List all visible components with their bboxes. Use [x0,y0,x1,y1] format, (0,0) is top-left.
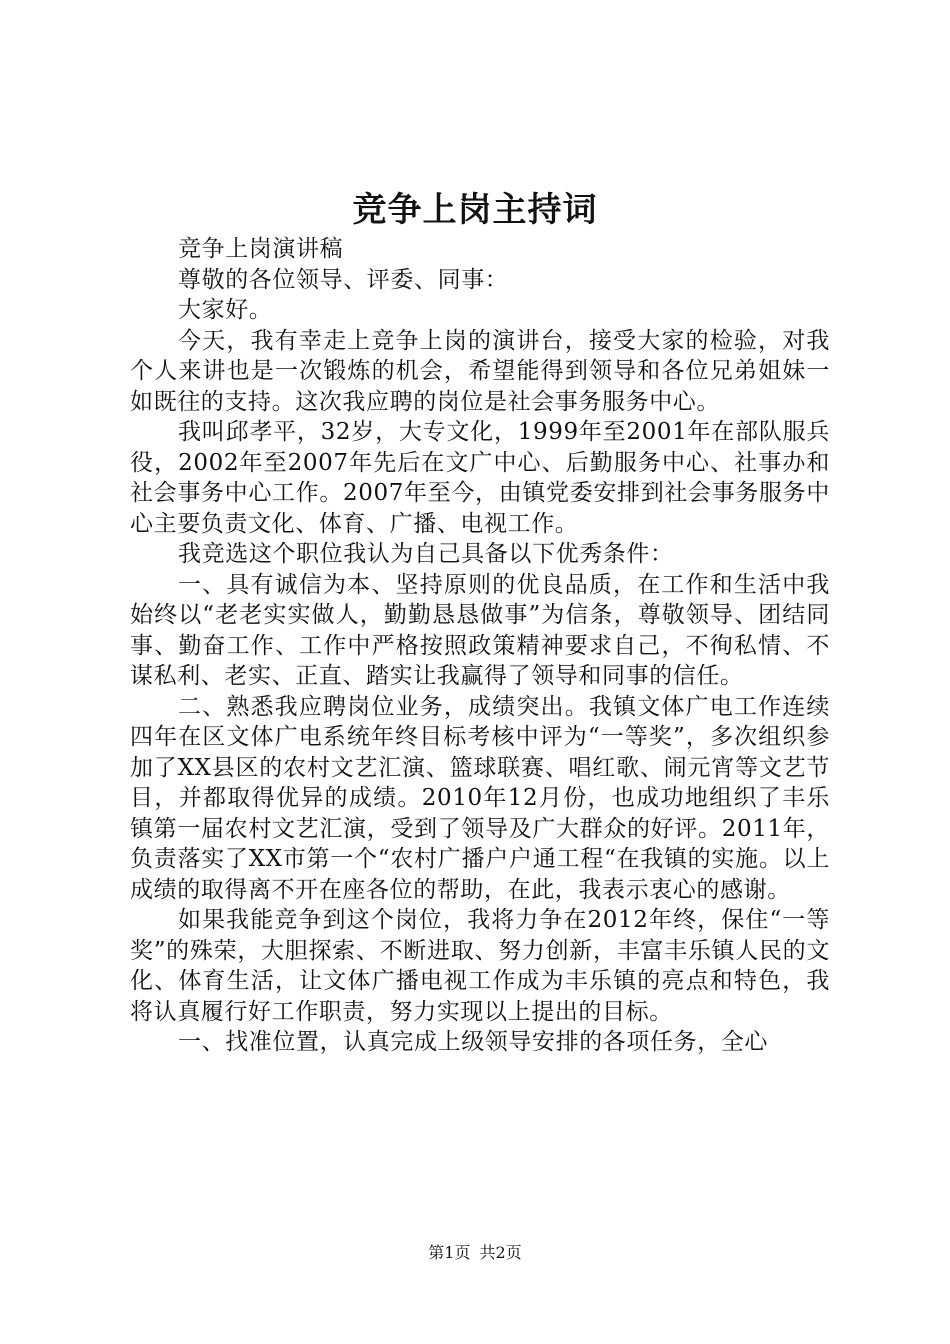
paragraph: 二、熟悉我应聘岗位业务，成绩突出。我镇文体广电工作连续四年在区文体广电系统年终目标考核中评为“一等奖”，多次组织参加了XX县区的农村文艺汇演、篮球联赛、唱红歌、闹元宵等文艺节目，并都取得优异的成绩。2010年12月份，也成功地组织了丰乐镇第一届农村文艺汇演，受到了领导及广大群众的好评。2011年，负责落实了XX市第一个“农村广播户户通工程“在我镇的实施。以上成绩的取得离不开在座各位的帮助，在此，我表示衷心的感谢。 [130,693,830,903]
paragraph: 如果我能竞争到这个岗位，我将力争在2012年终，保住“一等奖”的殊荣，大胆探索、不断进取、努力创新，丰富丰乐镇人民的文化、体育生活，让文体广播电视工作成为丰乐镇的亮点和特色，我将认真履行好工作职责，努力实现以上提出的目标。 [130,907,830,1025]
page-total: 共2页 [479,1243,522,1262]
paragraph: 竞争上岗演讲稿 [178,236,344,262]
paragraph: 今天，我有幸走上竞争上岗的演讲台，接受大家的检验，对我个人来讲也是一次锻炼的机会，希望能得到领导和各位兄弟姐妹一如既往的支持。这次我应聘的岗位是社会事务服务中心。 [130,327,830,415]
paragraph: 一、具有诚信为本、坚持原则的优良品质，在工作和生活中我始终以“老老实实做人，勤勤恳恳做事”为信条，尊敬领导、团结同事、勤奋工作、工作中严格按照政策精神要求自己，不徇私情、不谋私利、老实、正直、踏实让我赢得了领导和同事的信任。 [130,571,830,689]
paragraph: 一、找准位置，认真完成上级领导安排的各项任务，全心 [178,1029,768,1055]
page-footer [0,1241,950,1265]
paragraph: 我叫邱孝平，32岁，大专文化，1999年至2001年在部队服兵役，2002年至2007年先后在文广中心、后勤服务中心、社事办和社会事务中心工作。2007年至今，由镇党委安排到社会事务服务中心主要负责文化、体育、广播、电视工作。 [130,419,830,537]
paragraph: 我竞选这个职位我认为自己具备以下优秀条件： [178,541,674,567]
document-body [130,234,830,1058]
page-number: 第1页 [428,1243,471,1262]
paragraph: 尊敬的各位领导、评委、同事： [178,266,509,293]
paragraph: 大家好。 [178,297,273,323]
document-title: 竞争上岗主持词 [352,190,598,230]
